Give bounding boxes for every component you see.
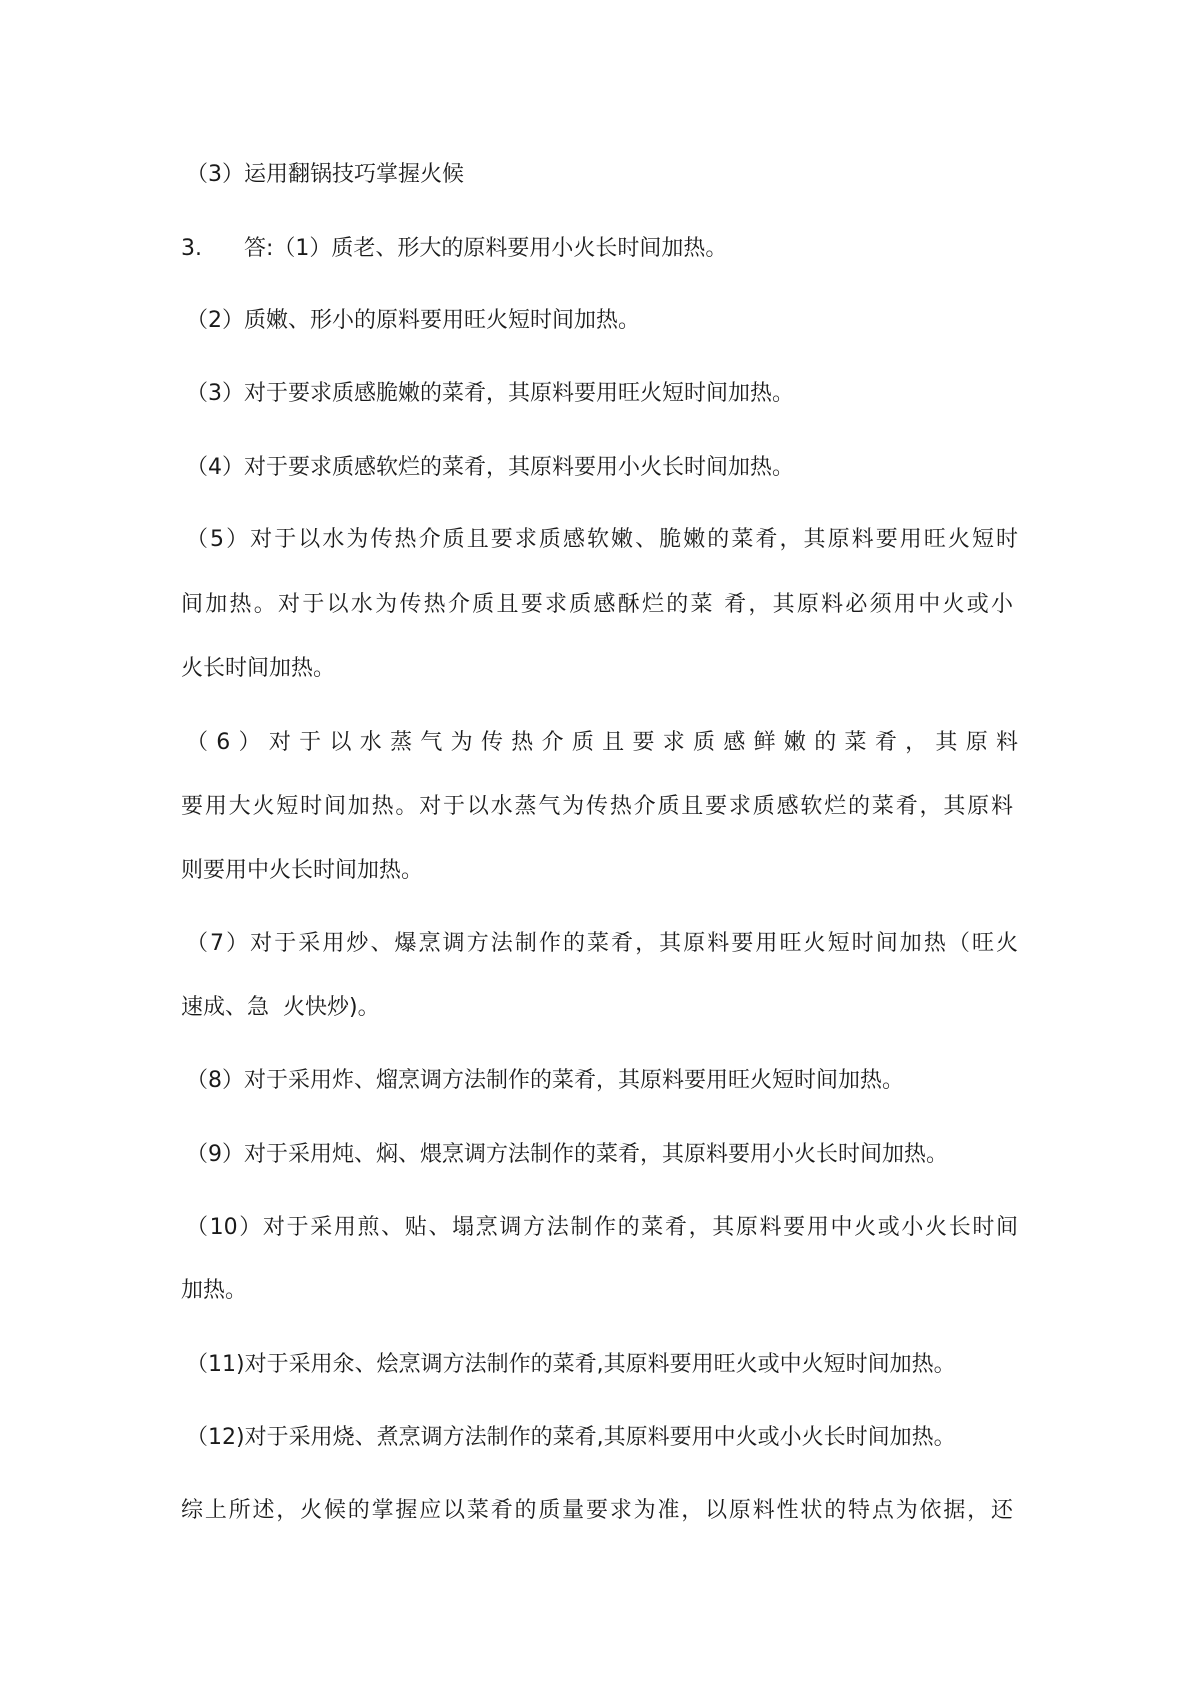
text-line: （8）对于采用炸、熘烹调方法制作的菜肴，其原料要用旺火短时间加热。 xyxy=(186,1068,904,1093)
text-line: 速成、急 火快炒)。 xyxy=(181,995,380,1020)
text-line: （3）运用翻锅技巧掌握火候 xyxy=(186,162,464,187)
text-line: （4）对于要求质感软烂的菜肴，其原料要用小火长时间加热。 xyxy=(186,455,794,480)
text-line: （7）对于采用炒、爆烹调方法制作的菜肴，其原料要用旺火短时间加热（旺火 xyxy=(186,931,1018,956)
text-line: 要用大火短时间加热。对于以水蒸气为传热介质且要求质感软烂的菜肴，其原料 xyxy=(181,794,1013,819)
text-line: （12)对于采用烧、煮烹调方法制作的菜肴,其原料要用中火或小火长时间加热。 xyxy=(186,1425,956,1450)
text-line: 则要用中火长时间加热。 xyxy=(181,858,424,883)
text-line: （2）质嫩、形小的原料要用旺火短时间加热。 xyxy=(186,308,640,333)
text-line: （5）对于以水为传热介质且要求质感软嫩、脆嫩的菜肴，其原料要用旺火短时 xyxy=(186,527,1018,552)
text-line: 综上所述，火候的掌握应以菜肴的质量要求为准，以原料性状的特点为依据，还 xyxy=(181,1498,1013,1523)
text-line: 3. 答:（1）质老、形大的原料要用小火长时间加热。 xyxy=(181,236,728,261)
text-line: （6）对于以水蒸气为传热介质且要求质感鲜嫩的菜肴，其原料 xyxy=(186,730,1018,755)
text-line: （3）对于要求质感脆嫩的菜肴，其原料要用旺火短时间加热。 xyxy=(186,381,794,406)
text-line: （11)对于采用氽、烩烹调方法制作的菜肴,其原料要用旺火或中火短时间加热。 xyxy=(186,1352,956,1377)
text-line: 加热。 xyxy=(181,1278,248,1303)
text-line: （10）对于采用煎、贴、塌烹调方法制作的菜肴，其原料要用中火或小火长时间 xyxy=(186,1215,1018,1240)
text-line: （9）对于采用炖、焖、煨烹调方法制作的菜肴，其原料要用小火长时间加热。 xyxy=(186,1142,948,1167)
text-line: 火长时间加热。 xyxy=(181,656,336,681)
text-line: 间加热。对于以水为传热介质且要求质感酥烂的菜 肴，其原料必须用中火或小 xyxy=(181,592,1013,617)
